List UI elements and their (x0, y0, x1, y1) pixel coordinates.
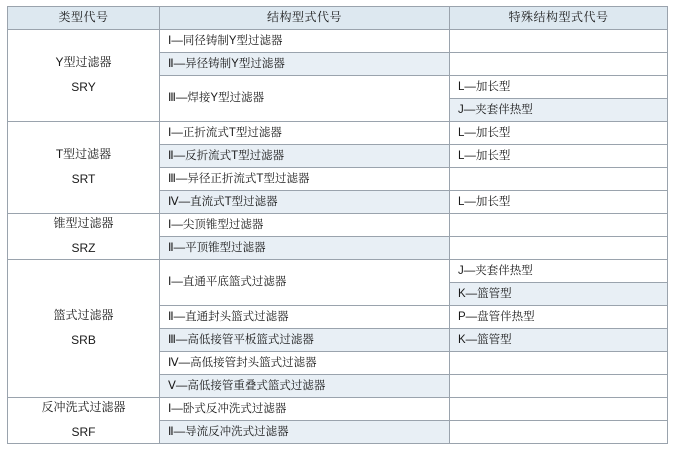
structure-code-cell: Ⅱ—异径铸制Y型过滤器 (160, 53, 450, 76)
table-row (8, 398, 668, 421)
type-code: SRB (71, 333, 96, 347)
table-row (8, 30, 668, 53)
special-structure-code-cell (450, 53, 668, 76)
type-code: SRY (71, 80, 96, 94)
type-code-cell (8, 398, 160, 444)
structure-code-cell: Ⅱ—导流反冲洗式过滤器 (160, 421, 450, 444)
special-structure-code-cell (450, 375, 668, 398)
type-code: SRZ (71, 241, 96, 255)
special-structure-code-cell (450, 421, 668, 444)
special-structure-code-cell: L—加长型 (450, 191, 668, 214)
special-structure-code-cell: J—夹套伴热型 (450, 99, 668, 122)
special-structure-code-cell: P—盘管伴热型 (450, 306, 668, 329)
structure-code-cell: Ⅰ—尖顶锥型过滤器 (160, 214, 450, 237)
type-name: 反冲洗式过滤器 (41, 400, 126, 415)
type-name: Y型过滤器 (55, 55, 112, 70)
type-code-cell (8, 30, 160, 122)
table-row (8, 122, 668, 145)
type-code-cell (8, 122, 160, 214)
type-name: T型过滤器 (55, 147, 112, 162)
structure-code-cell: Ⅱ—直通封头篮式过滤器 (160, 306, 450, 329)
table-body (8, 30, 668, 444)
structure-code-cell: Ⅴ—高低接管重叠式篮式过滤器 (160, 375, 450, 398)
special-structure-code-cell: L—加长型 (450, 122, 668, 145)
column-header-structure-code: 结构型式代号 (160, 7, 450, 30)
special-structure-code-cell (450, 352, 668, 375)
special-structure-code-cell: J—夹套伴热型 (450, 260, 668, 283)
special-structure-code-cell (450, 30, 668, 53)
special-structure-code-cell (450, 168, 668, 191)
type-code-cell (8, 214, 160, 260)
table-row (8, 260, 668, 283)
structure-code-cell: Ⅲ—焊接Y型过滤器 (160, 76, 450, 122)
column-header-special-structure-code: 特殊结构型式代号 (450, 7, 668, 30)
type-name: 锥型过滤器 (53, 216, 114, 231)
type-code: SRF (71, 425, 96, 439)
table-header (8, 7, 668, 30)
special-structure-code-cell: K—篮管型 (450, 329, 668, 352)
structure-code-cell: Ⅲ—异径正折流式T型过滤器 (160, 168, 450, 191)
type-code: SRT (71, 172, 96, 186)
structure-code-cell: Ⅳ—高低接管封头篮式过滤器 (160, 352, 450, 375)
structure-code-cell: Ⅳ—直流式T型过滤器 (160, 191, 450, 214)
structure-code-cell: Ⅰ—卧式反冲洗式过滤器 (160, 398, 450, 421)
type-code-cell (8, 260, 160, 398)
structure-code-cell: Ⅲ—高低接管平板篮式过滤器 (160, 329, 450, 352)
structure-code-cell: Ⅱ—反折流式T型过滤器 (160, 145, 450, 168)
structure-code-cell: Ⅱ—平顶锥型过滤器 (160, 237, 450, 260)
special-structure-code-cell (450, 237, 668, 260)
special-structure-code-cell: L—加长型 (450, 76, 668, 99)
table-header-row (8, 7, 668, 30)
filter-type-code-table (7, 6, 668, 444)
table-row (8, 214, 668, 237)
type-name: 篮式过滤器 (53, 308, 114, 323)
special-structure-code-cell: K—篮管型 (450, 283, 668, 306)
column-header-type-code: 类型代号 (8, 7, 160, 30)
structure-code-cell: Ⅰ—正折流式T型过滤器 (160, 122, 450, 145)
special-structure-code-cell (450, 398, 668, 421)
structure-code-cell: Ⅰ—直通平底篮式过滤器 (160, 260, 450, 306)
special-structure-code-cell (450, 214, 668, 237)
special-structure-code-cell: L—加长型 (450, 145, 668, 168)
structure-code-cell: Ⅰ—同径铸制Y型过滤器 (160, 30, 450, 53)
